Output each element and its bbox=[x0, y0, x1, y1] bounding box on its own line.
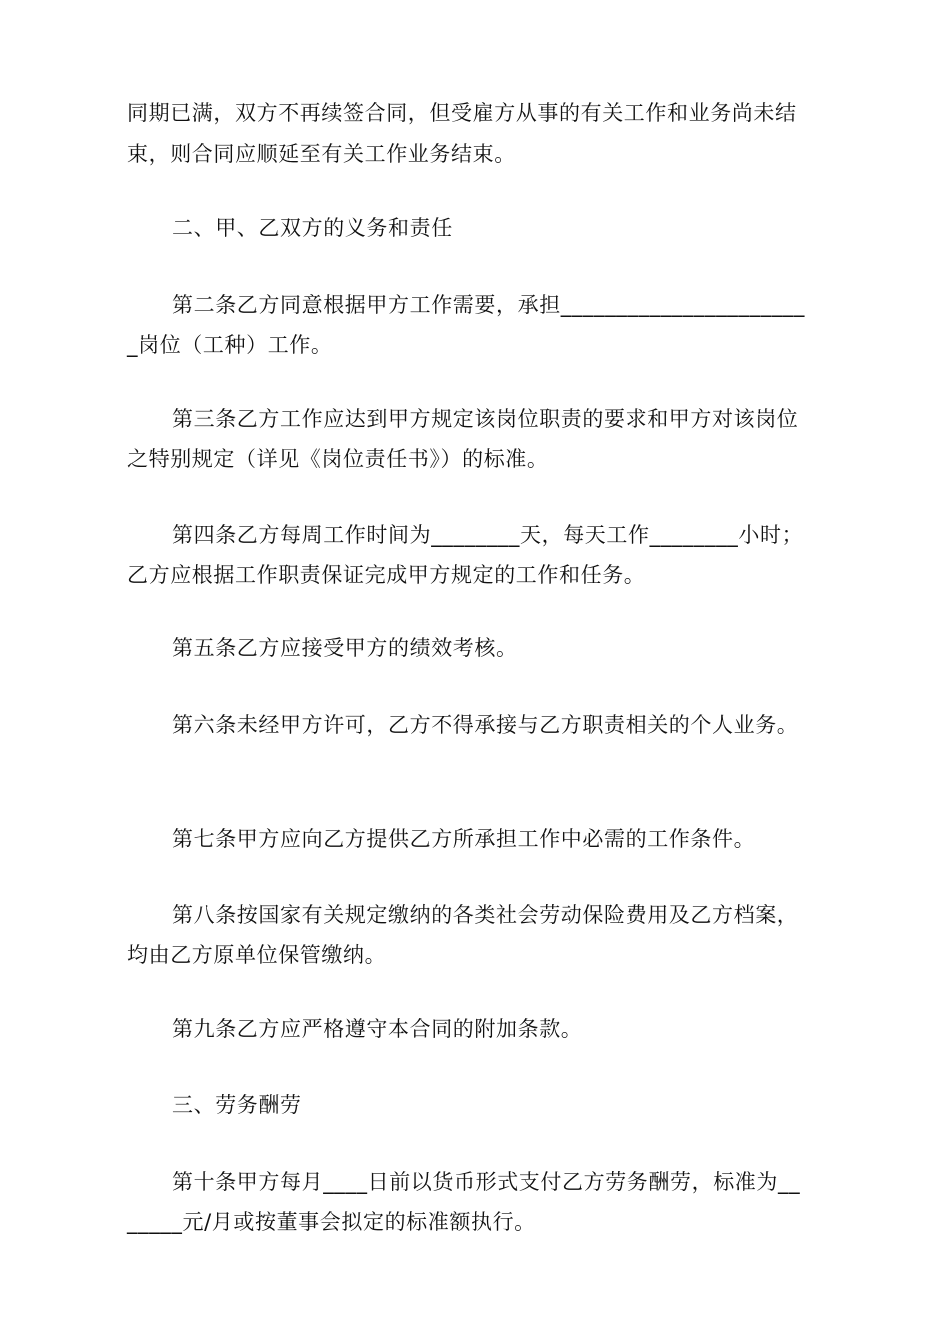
article-3-line: 第三条乙方工作应达到甲方规定该岗位职责的要求和甲方对该岗位 bbox=[172, 407, 799, 431]
section-heading: 二、甲、乙双方的义务和责任 bbox=[172, 216, 453, 240]
article-2-line: 第二条乙方同意根据甲方工作需要，承担______________________ bbox=[172, 293, 805, 317]
article-9: 第九条乙方应严格遵守本合同的附加条款。 bbox=[172, 1017, 583, 1041]
paragraph-line: 束，则合同应顺延至有关工作业务结束。 bbox=[127, 142, 516, 166]
article-7: 第七条甲方应向乙方提供乙方所承担工作中必需的工作条件。 bbox=[172, 827, 756, 851]
article-4-line: 乙方应根据工作职责保证完成甲方规定的工作和任务。 bbox=[127, 563, 646, 587]
article-10-line: _____元/月或按董事会拟定的标准额执行。 bbox=[127, 1210, 536, 1234]
article-8-line: 均由乙方原单位保管缴纳。 bbox=[127, 943, 387, 967]
article-5: 第五条乙方应接受甲方的绩效考核。 bbox=[172, 636, 518, 660]
article-3-line: 之特别规定（详见《岗位责任书》）的标准。 bbox=[127, 447, 549, 471]
section-heading: 三、劳务酬劳 bbox=[172, 1093, 302, 1117]
article-2-line: _岗位（工种）工作。 bbox=[127, 333, 333, 357]
article-10-line: 第十条甲方每月____日前以货币形式支付乙方劳务酬劳，标准为__ bbox=[172, 1170, 801, 1194]
article-4-line: 第四条乙方每周工作时间为________天，每天工作________小时； bbox=[172, 523, 804, 547]
article-6: 第六条未经甲方许可，乙方不得承接与乙方职责相关的个人业务。 bbox=[172, 713, 799, 737]
paragraph-line: 同期已满，双方不再续签合同，但受雇方从事的有关工作和业务尚未结 bbox=[127, 101, 797, 125]
article-8-line: 第八条按国家有关规定缴纳的各类社会劳动保险费用及乙方档案， bbox=[172, 903, 799, 927]
